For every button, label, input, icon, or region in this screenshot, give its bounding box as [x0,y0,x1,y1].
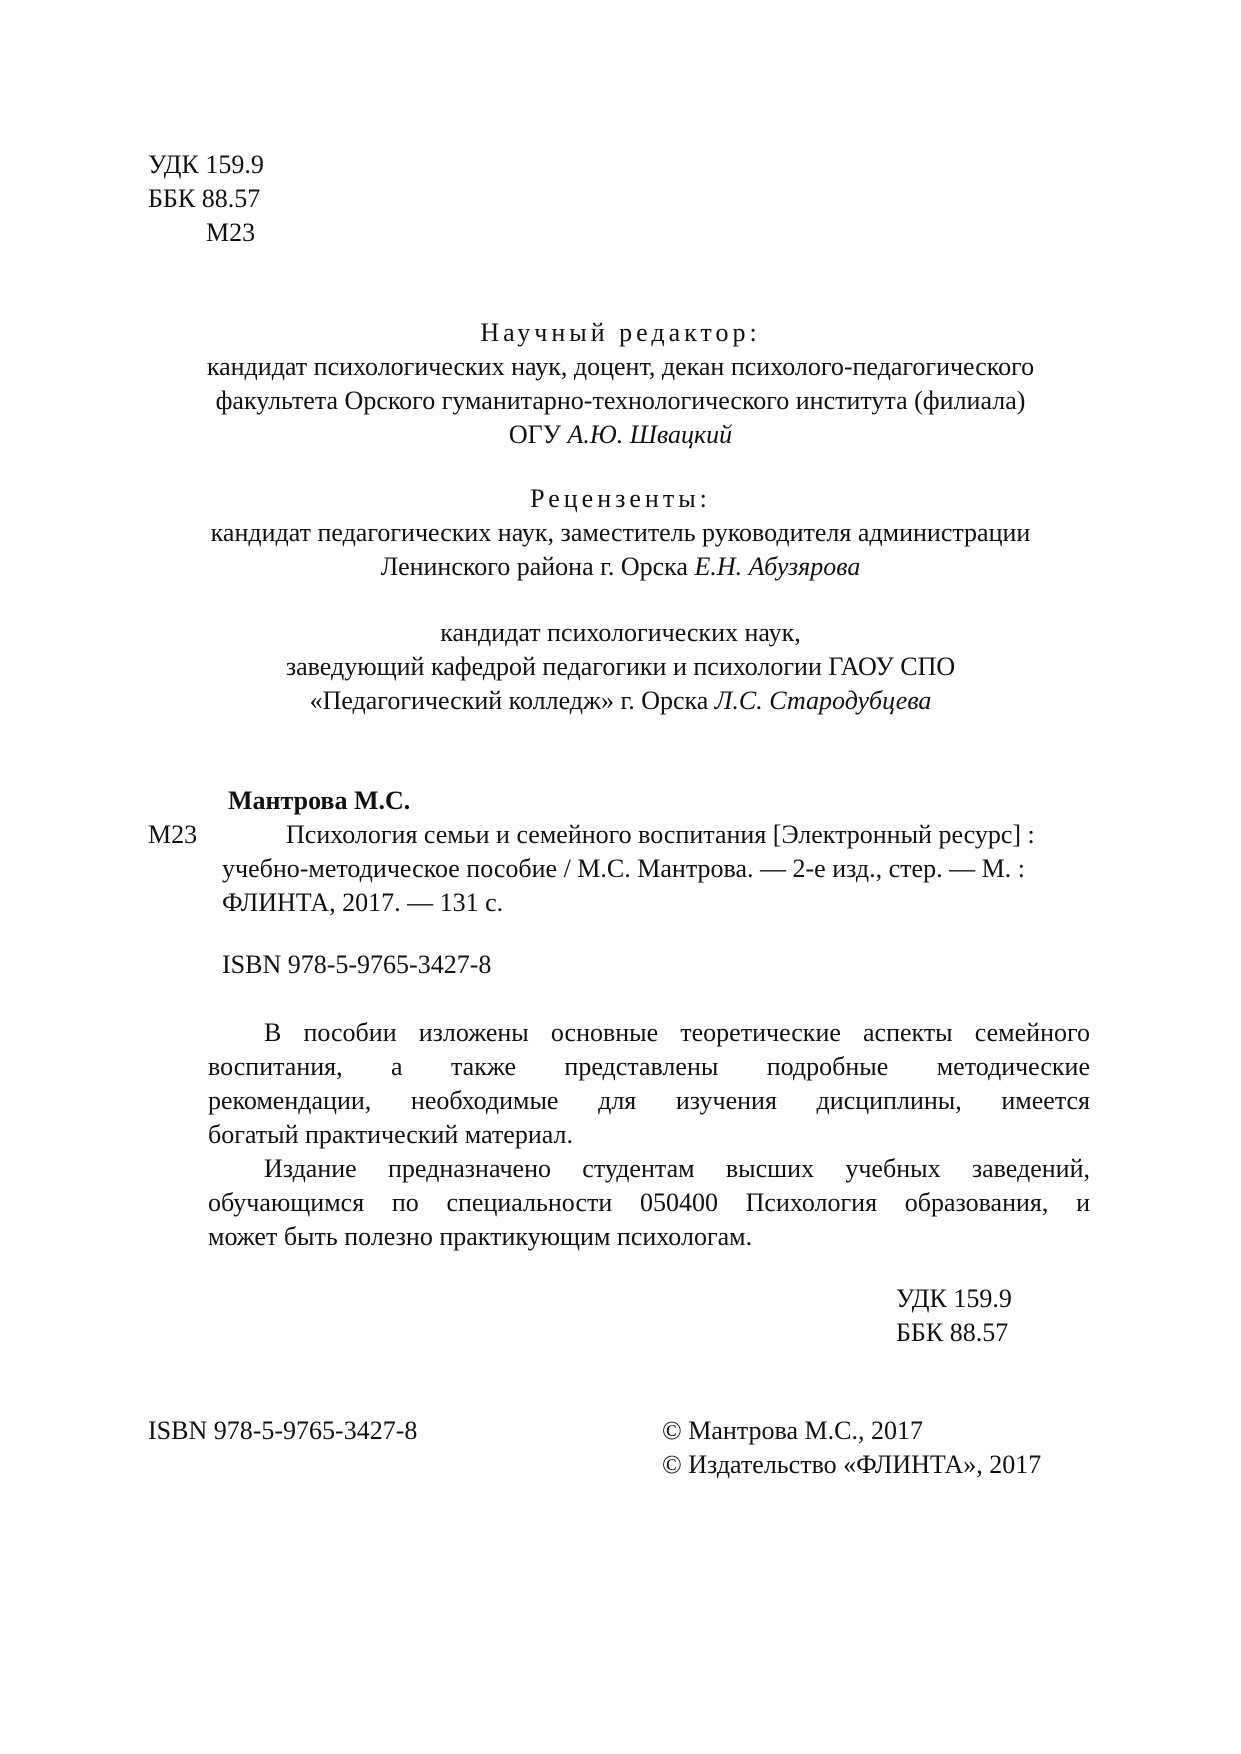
reviewer-1-line-1: кандидат педагогических наук, заместитель руководителя администрации [210,518,1031,547]
reviewer-1-line-2 [0,550,1241,584]
reviewer-2-line-2: заведующий кафедрой педагогики и психологии ГАОУ СПО [285,652,956,681]
reviewer-2-name: Л.С. Стародубцева [714,686,932,715]
editor-heading: Научный редактор: [480,318,761,347]
annotation-paragraph-2 [208,1152,1090,1254]
annotation-p1-line-3: рекомендации, необходимые для изучения дисциплины, имеется [208,1086,1090,1115]
annotation-p2-line-1: Издание предназначено студентам высших учебных заведений, [264,1154,1090,1183]
udk-code: УДК 159.9 [148,150,264,179]
bib-line-1: Психология семьи и семейного воспитания [Электронный ресурс] : [286,820,1035,849]
annotation-paragraph-1 [208,1016,1090,1152]
reviewer-1-name: Е.Н. Абузярова [694,552,861,581]
copyright-isbn: ISBN 978-5-9765-3427-8 [148,1416,418,1445]
editor-prefix: ОГУ [508,420,562,449]
bbk-code: ББК 88.57 [148,184,261,213]
reviewer-2-prefix: «Педагогический колледж» г. Орска [309,686,709,715]
bib-line-2: учебно-методическое пособие / М.С. Мантрова. — 2-е изд., стер. — М. : [222,854,1025,883]
annotation-p1-line-4: богатый практический материал. [208,1120,573,1149]
editor-line-3 [0,418,1241,452]
footer-udk-code: УДК 159.9 [896,1284,1012,1313]
editor-block [0,316,1241,452]
copyright-author: © Мантрова М.С., 2017 [662,1416,923,1445]
annotation-p1-line-1: В пособии изложены основные теоретические аспекты семейного [264,1018,1090,1047]
reviewer-2-line-3 [0,684,1241,718]
footer-bbk-code: ББК 88.57 [896,1318,1009,1347]
annotation-p2-line-3: может быть полезно практикующим психологам. [208,1222,753,1251]
reviewers-block [0,482,1241,584]
reviewer-2-block [0,616,1241,718]
bib-author: Мантрова М.С. [228,786,411,815]
editor-line-1: кандидат психологических наук, доцент, декан психолого-педагогического [206,352,1035,381]
reviewer-1-prefix: Ленинского района г. Орска [380,552,688,581]
editor-name: А.Ю. Швацкий [567,420,733,449]
author-mark: М23 [206,218,256,247]
annotation-p2-line-2: обучающимся по специальности 050400 Психология образования, и [208,1188,1090,1217]
editor-line-2: факультета Орского гуманитарно-технологического института (филиала) [215,386,1026,415]
annotation-p1-line-2: воспитания, а также представлены подробные методические [208,1052,1090,1081]
reviewer-2-line-1: кандидат психологических наук, [440,618,801,647]
bib-mark: М23 [148,820,198,849]
bib-isbn: ISBN 978-5-9765-3427-8 [222,950,492,979]
bib-line-3: ФЛИНТА, 2017. — 131 с. [222,888,504,917]
reviewers-heading: Рецензенты: [530,484,711,513]
copyright-publisher: © Издательство «ФЛИНТА», 2017 [662,1450,1042,1479]
